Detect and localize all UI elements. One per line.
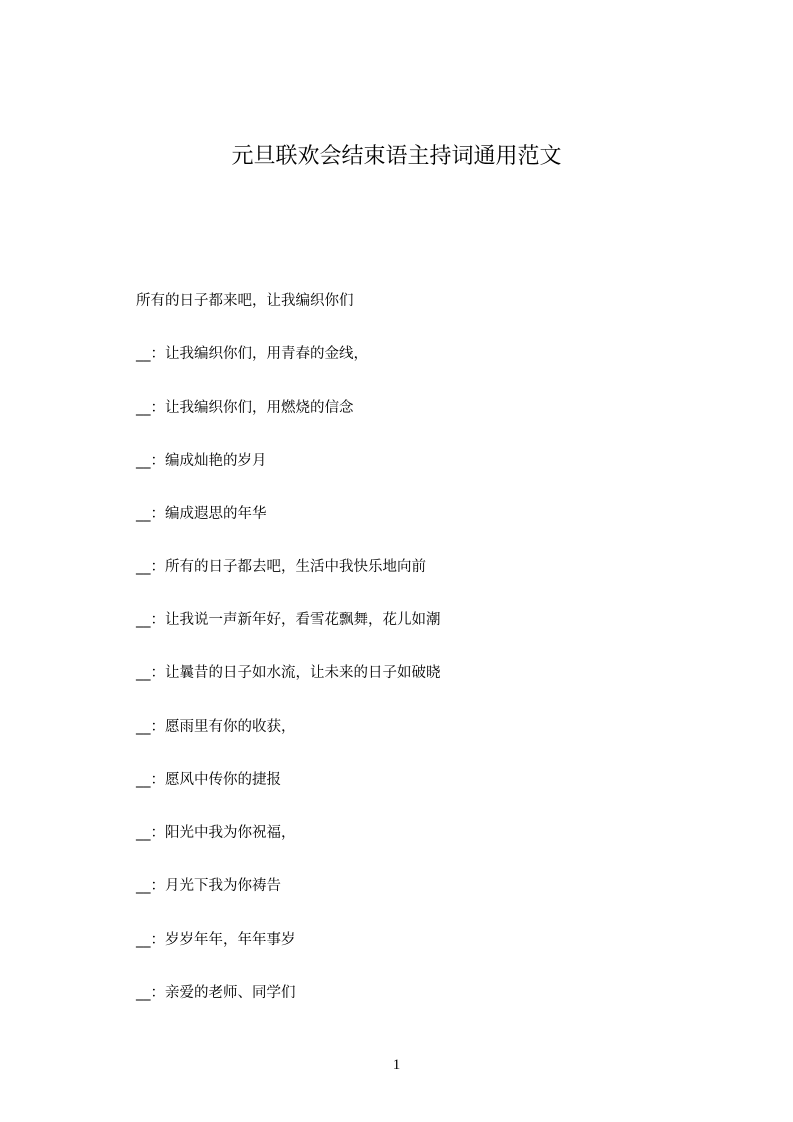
paragraph-line: __：月光下我为你祷告 <box>136 878 281 894</box>
paragraph-line: __：愿风中传你的捷报 <box>136 772 281 788</box>
paragraph-line: __：编成遐思的年华 <box>136 506 267 522</box>
paragraph-line: __：让我编织你们，用燃烧的信念 <box>136 400 354 416</box>
paragraph-line: __：让我编织你们，用青春的金线， <box>136 346 368 362</box>
paragraph-line: __：阳光中我为你祝福， <box>136 825 296 841</box>
paragraph-line: __：亲爱的老师、同学们 <box>136 985 296 1001</box>
page-number: 1 <box>392 1057 401 1073</box>
paragraph-line: __：编成灿艳的岁月 <box>136 453 267 469</box>
paragraph-line: __：所有的日子都去吧，生活中我快乐地向前 <box>136 559 426 575</box>
paragraph-line: __：愿雨里有你的收获， <box>136 719 296 735</box>
paragraph-line: __：让我说一声新年好，看雪花飘舞，花儿如潮 <box>136 612 441 628</box>
paragraph-line: __：岁岁年年，年年事岁 <box>136 932 296 948</box>
paragraph-line: __：让曩昔的日子如水流，让未来的日子如破晓 <box>136 665 441 681</box>
document-title: 元旦联欢会结束语主持词通用范文 <box>231 144 562 169</box>
paragraph-line: 所有的日子都来吧，让我编织你们 <box>136 293 354 309</box>
